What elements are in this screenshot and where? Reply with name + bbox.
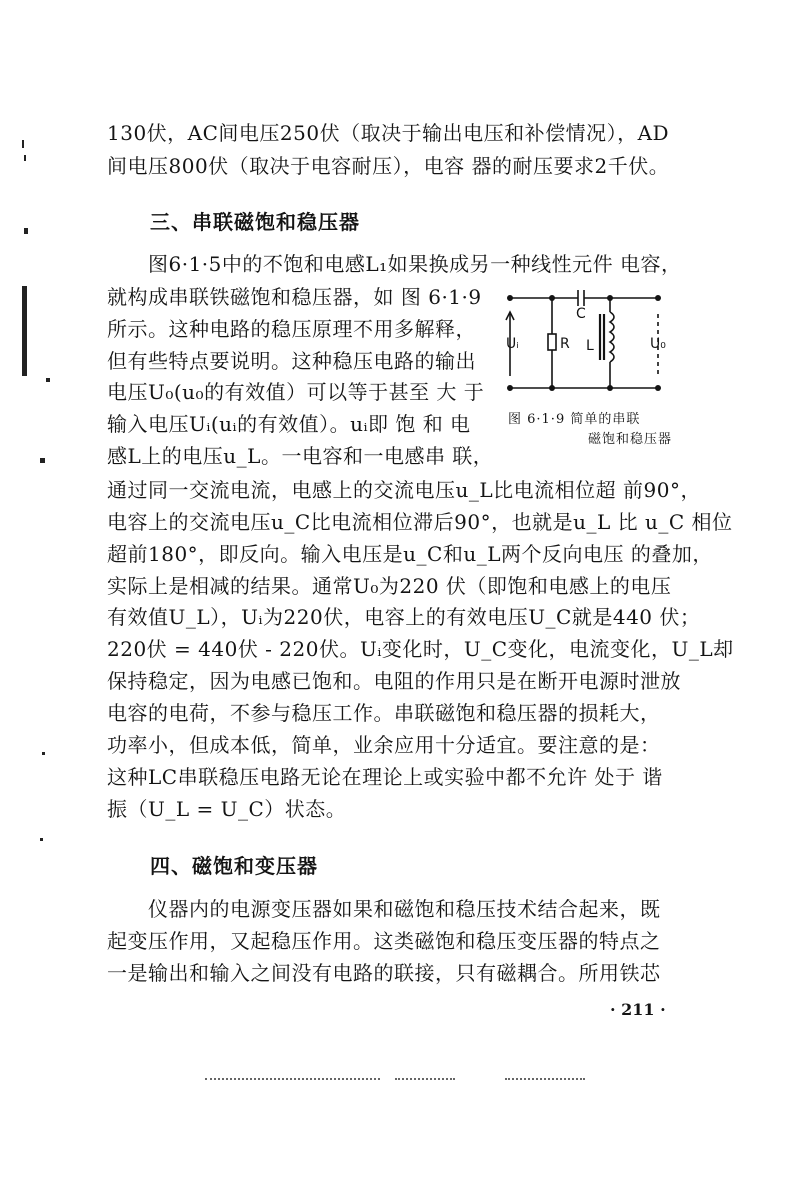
text-line: 但有些特点要说明。这种稳压电路的输出 <box>107 349 476 373</box>
text-line: 保持稳定，因为电感已饱和。电阻的作用只是在断开电源时泄放 <box>107 669 681 693</box>
label-r: R <box>560 336 570 352</box>
text-line: 电容的电荷，不参与稳压工作。串联磁饱和稳压器的损耗大， <box>107 701 661 725</box>
text-line: 通过同一交流电流，电感上的交流电压u_L比电流相位超 前90°， <box>107 478 701 502</box>
text-line: 超前180°，即反向。输入电压是u_C和u_L两个反向电压 的叠加， <box>107 542 713 566</box>
text-line: 输入电压Uᵢ(uᵢ的有效值）。uᵢ即 饱 和 电 <box>107 412 471 436</box>
text-line: 有效值U_L），Uᵢ为220伏，电容上的有效电压U_C就是440 伏； <box>107 605 701 629</box>
section-heading: 三、串联磁饱和稳压器 <box>150 210 360 234</box>
text-line: 电压U₀(u₀的有效值）可以等于甚至 大 于 <box>107 380 485 404</box>
text-line: 所示。这种电路的稳压原理不用多解释， <box>107 317 476 341</box>
binding-mark <box>40 838 43 841</box>
text-line: 图6·1·5中的不饱和电感L₁如果换成另一种线性元件 电容， <box>148 252 682 276</box>
figure-caption: 磁饱和稳压器 <box>588 432 673 447</box>
text-line: 仪器内的电源变压器如果和磁饱和稳压技术结合起来，既 <box>148 897 661 921</box>
section-heading: 四、磁饱和变压器 <box>150 854 318 878</box>
scan-artifact <box>505 1078 585 1080</box>
binding-mark <box>22 286 27 376</box>
text-line: 实际上是相减的结果。通常U₀为220 伏（即饱和电感上的电压 <box>107 574 672 598</box>
binding-mark <box>46 378 50 382</box>
page-number: · 211 · <box>610 1000 666 1019</box>
text-line: 这种LC串联稳压电路无论在理论上或实验中都不允许 处于 谐 <box>107 765 663 789</box>
text-line: 220伏 = 440伏 - 220伏。Uᵢ变化时，U_C变化，电流变化，U_L却 <box>107 637 734 661</box>
figure-caption: 图 6·1·9 简单的串联 <box>508 412 641 427</box>
circuit-diagram <box>500 290 680 398</box>
label-l: L <box>586 338 594 354</box>
scan-artifact <box>395 1078 455 1080</box>
binding-mark <box>40 458 45 463</box>
text-line: 130伏，AC间电压250伏（取决于输出电压和补偿情况），AD <box>107 121 670 145</box>
text-line: 就构成串联铁磁饱和稳压器，如 图 6·1·9 <box>107 285 482 309</box>
text-line: 间电压800伏（取决于电容耐压），电容 器的耐压要求2千伏。 <box>107 154 670 178</box>
text-line: 起变压作用，又起稳压作用。这类磁饱和稳压变压器的特点之 <box>107 929 661 953</box>
text-line: 感L上的电压u_L。一电容和一电感串 联， <box>107 444 494 468</box>
label-uo: U₀ <box>650 336 666 352</box>
label-c: C <box>576 306 586 322</box>
binding-mark <box>42 752 45 755</box>
label-ui: Uᵢ <box>506 336 519 352</box>
binding-mark <box>22 140 24 148</box>
text-line: 一是输出和输入之间没有电路的联接，只有磁耦合。所用铁芯 <box>107 961 661 985</box>
text-line: 功率小，但成本低，简单，业余应用十分适宜。要注意的是： <box>107 733 661 757</box>
scan-artifact <box>205 1078 380 1080</box>
binding-mark <box>24 155 26 161</box>
text-line: 电容上的交流电压u_C比电流相位滞后90°，也就是u_L 比 u_C 相位 <box>107 510 733 534</box>
text-line: 振（U_L = U_C）状态。 <box>107 797 347 821</box>
binding-mark <box>24 228 28 234</box>
